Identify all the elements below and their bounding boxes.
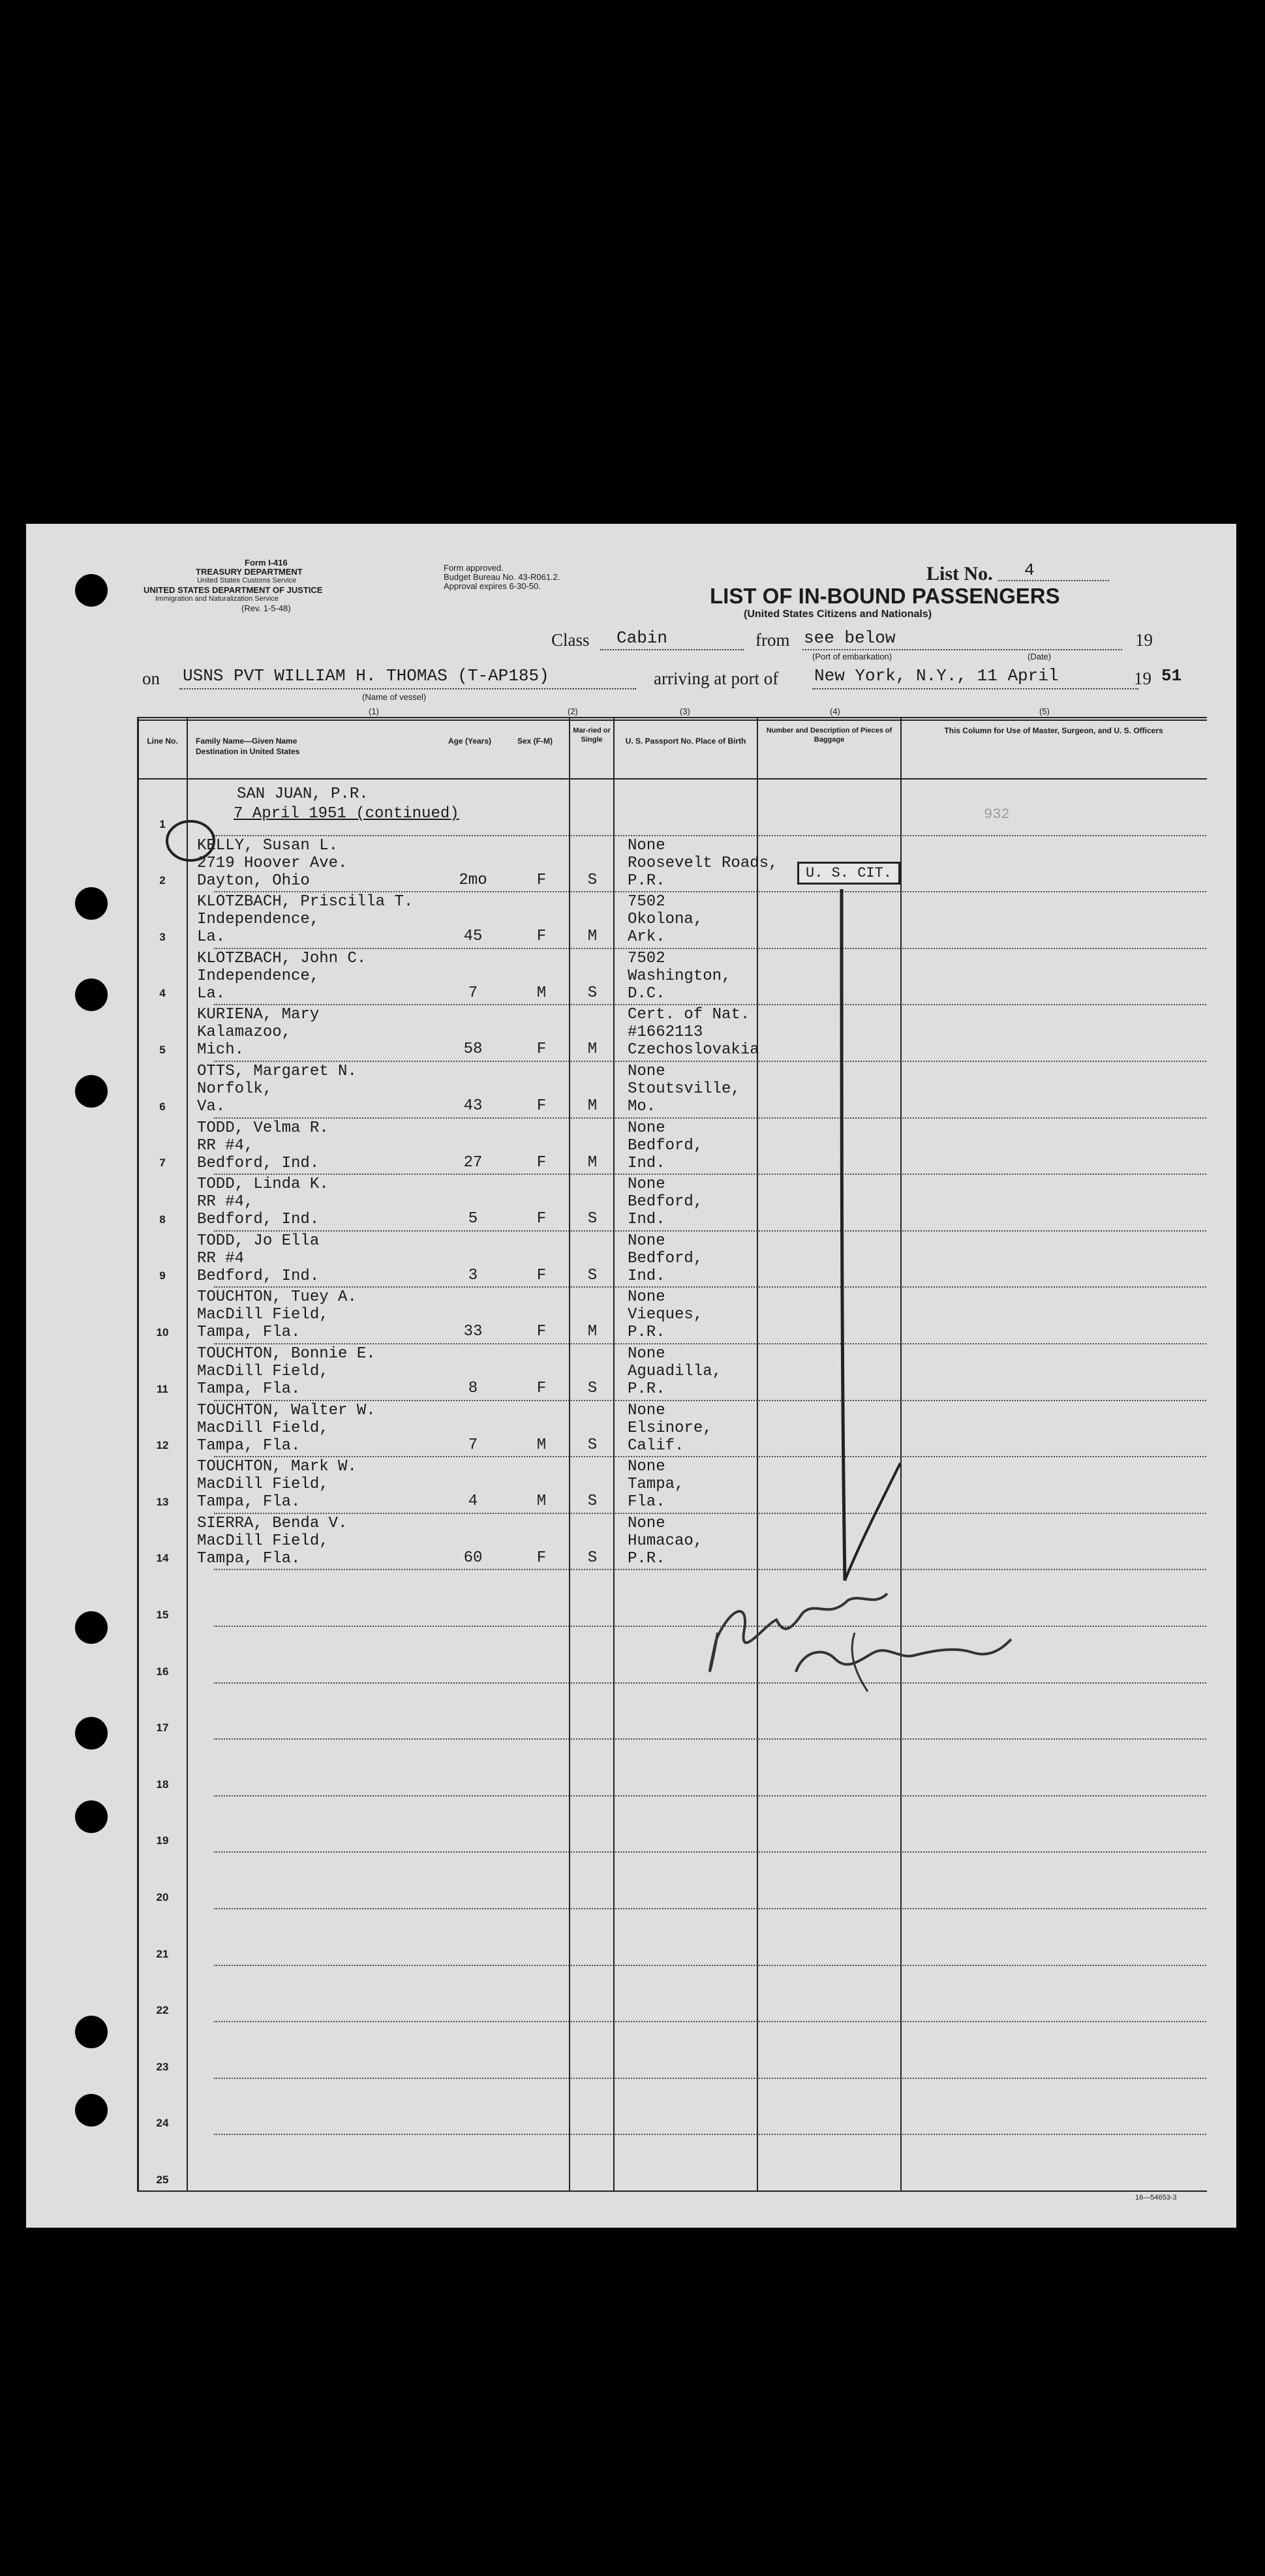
destination-line-2: Tampa, Fla. [197,1380,301,1398]
age: 43 [463,1097,483,1115]
line-number: 24 [156,2117,169,2129]
dept-justice: UNITED STATES DEPARTMENT OF JUSTICE [144,585,323,595]
age: 8 [468,1380,478,1397]
birthplace-line-2: Ind. [628,1155,665,1172]
sex: M [536,1436,547,1454]
destination-line-1: 2719 Hoover Ave. [197,855,348,872]
birthplace-line-1: Tampa, [628,1476,684,1493]
marital-status: S [587,871,598,889]
destination-line-1: MacDill Field, [197,1476,329,1493]
line-number: 18 [156,1778,169,1791]
col-num-2: (2) [568,706,578,716]
form-subtitle: (United States Citizens and Nationals) [744,609,932,620]
passport-no: 7502 [628,893,665,911]
dept-justice-sub: Immigration and Naturalization Service [155,595,279,603]
destination-line-1: Kalamazoo, [197,1023,292,1041]
passport-no: None [628,1515,665,1532]
marital-status: S [587,1549,598,1567]
form-title: LIST OF IN-BOUND PASSENGERS [710,584,1060,608]
handwritten-time [796,1639,1011,1672]
birthplace-line-1: Washington, [628,967,731,985]
birthplace-line-1: Bedford, [628,1193,703,1211]
list-no-value: 4 [1024,560,1035,580]
marital-status: S [587,1493,598,1510]
sex: F [536,1210,547,1228]
line-number: 22 [156,2004,169,2016]
age: 5 [468,1210,478,1228]
list-no-label: List No. [926,563,993,584]
from-value: see below [804,628,896,648]
birthplace-line-1: Roosevelt Roads, [628,855,778,872]
date-caption: (Date) [1028,652,1052,661]
manifest-page [26,524,1236,2228]
destination-line-1: MacDill Field, [197,1363,329,1380]
header-married: Mar-ried or Single [573,727,611,744]
sex: M [536,1493,547,1510]
form-footer: 16—54653-3 [1135,2194,1177,2202]
sex: F [536,1380,547,1397]
marital-status: M [587,1040,598,1058]
sex: F [536,1323,547,1341]
line-number: 4 [159,987,166,999]
sex: F [536,1549,547,1567]
line-number: 15 [156,1609,169,1621]
age: 45 [463,928,483,945]
line-number: 10 [156,1326,169,1339]
passenger-name: TOUCHTON, Walter W. [197,1402,376,1419]
birthplace-line-1: Stoutsville, [628,1080,740,1098]
age: 27 [463,1154,483,1172]
destination-line-2: Bedford, Ind. [197,1267,320,1285]
passport-no: None [628,837,665,855]
marital-status: S [587,1267,598,1284]
passenger-name: KLOTZBACH, John C. [197,950,367,967]
class-value: Cabin [617,628,668,648]
header-baggage: Number and Description of Pieces of Baggage [766,727,892,744]
destination-line-2: Mich. [197,1041,245,1059]
birthplace-line-2: Ind. [628,1211,665,1228]
marital-status: S [587,984,598,1002]
header-name: Family Name—Given Name [196,736,297,746]
line-number: 20 [156,1891,169,1903]
destination-line-1: MacDill Field, [197,1532,329,1550]
destination-line-2: Tampa, Fla. [197,1493,301,1511]
destination-line-1: Norfolk, [197,1080,273,1098]
header-line-no: Line No. [147,736,178,746]
birthplace-line-1: Aguadilla, [628,1363,722,1380]
passport-no: None [628,1288,665,1306]
line-number: 13 [156,1496,169,1508]
birthplace-line-2: D.C. [628,985,665,1003]
line-number: 8 [159,1213,166,1226]
birthplace-line-1: Vieques, [628,1306,703,1324]
col-num-5: (5) [1039,706,1050,716]
birthplace-line-1: Bedford, [628,1137,703,1155]
year-prefix: 19 [1135,630,1153,650]
line-number: 11 [157,1383,168,1395]
header-passport: U. S. Passport No. Place of Birth [625,736,746,746]
sex: F [536,1040,547,1058]
line-number: 21 [156,1948,169,1960]
line-number: 2 [159,874,166,886]
passenger-name: TOUCHTON, Tuey A. [197,1288,357,1306]
age: 7 [468,1436,478,1454]
arriving-label: arriving at port of [654,669,779,688]
bracket-flourish [845,1463,900,1581]
birthplace-line-1: Okolona, [628,911,703,928]
form-revision: (Rev. 1-5-48) [241,603,291,613]
passenger-name: SIERRA, Benda V. [197,1515,348,1532]
destination-line-2: La. [197,928,226,946]
header-age: Age (Years) [448,736,492,746]
birthplace-line-2: Fla. [628,1493,665,1511]
passport-no: None [628,1063,665,1080]
line-number: 3 [159,931,166,943]
passenger-name: KURIENA, Mary [197,1006,320,1023]
dept-treasury-sub: United States Customs Service [197,577,297,584]
destination-line-1: RR #4, [197,1193,254,1211]
birthplace-line-2: Ind. [628,1267,665,1285]
birthplace-line-2: Czechoslovakia [628,1041,759,1059]
destination-line-1: MacDill Field, [197,1306,329,1324]
age: 2mo [459,871,487,889]
destination-line-2: Bedford, Ind. [197,1211,320,1228]
age: 3 [468,1267,478,1284]
line-number: 1 [159,818,166,830]
pencil-annotation: 932 [984,806,1010,823]
passenger-name: OTTS, Margaret N. [197,1063,357,1080]
marital-status: S [587,1436,598,1454]
destination-line-2: Tampa, Fla. [197,1550,301,1568]
passenger-name: KELLY, Susan L. [197,837,339,855]
passenger-name: TOUCHTON, Bonnie E. [197,1345,376,1363]
destination-line-1: RR #4, [197,1137,254,1155]
budget-bureau: Budget Bureau No. 43-R061.2. [444,572,560,582]
destination-line-2: Dayton, Ohio [197,872,310,890]
line-number: 9 [159,1269,166,1282]
passenger-name: KLOTZBACH, Priscilla T. [197,893,414,911]
age: 33 [463,1323,483,1341]
passport-no: None [628,1175,665,1193]
sex: F [536,1267,547,1284]
sex: M [536,984,547,1002]
birthplace-line-2: P.R. [628,872,665,890]
from-label: from [755,630,790,650]
line-number: 7 [159,1157,166,1169]
line-number: 17 [156,1721,169,1734]
line-number: 16 [156,1665,169,1678]
passport-no: None [628,1458,665,1476]
passenger-name: TODD, Velma R. [197,1119,329,1137]
passenger-name: TODD, Linda K. [197,1175,329,1193]
birthplace-line-2: Mo. [628,1098,656,1115]
arrival-port-date: New York, N.Y., 11 April [814,666,1059,686]
sex: F [536,1097,547,1115]
age: 58 [463,1040,483,1058]
marital-status: M [587,928,598,945]
section-date: 7 April 1951 (continued) [234,805,459,823]
destination-line-1: MacDill Field, [197,1419,329,1437]
line-number: 12 [156,1439,169,1451]
birthplace-line-2: P.R. [628,1550,665,1568]
col-num-4: (4) [830,706,840,716]
marital-status: S [587,1210,598,1228]
birthplace-line-1: #1662113 [628,1023,703,1041]
passport-no: None [628,1232,665,1250]
signature-stroke [852,1633,868,1691]
class-label: Class [551,630,590,650]
arrival-year: 51 [1161,666,1182,686]
line-number: 23 [156,2061,169,2073]
destination-line-2: Bedford, Ind. [197,1155,320,1172]
circled-line-mark [167,821,214,860]
line-number: 6 [159,1100,166,1113]
line-number: 19 [156,1834,169,1847]
vessel-name: USNS PVT WILLIAM H. THOMAS (T-AP185) [183,666,549,686]
bracket-line [842,889,845,1581]
marital-status: M [587,1323,598,1341]
passport-no: None [628,1119,665,1137]
col-num-3: (3) [680,706,690,716]
form-number: Form I-416 [245,558,288,568]
destination-line-2: Tampa, Fla. [197,1324,301,1341]
header-destination: Destination in United States [196,747,300,756]
birthplace-line-1: Humacao, [628,1532,703,1550]
passport-no: None [628,1345,665,1363]
birthplace-line-2: Calif. [628,1437,684,1455]
port-embark-caption: (Port of embarkation) [812,652,892,661]
line-number: 14 [156,1552,169,1564]
passenger-name: TOUCHTON, Mark W. [197,1458,357,1476]
line-number: 25 [156,2174,169,2186]
vessel-caption: (Name of vessel) [362,692,427,702]
header-sex: Sex (F-M) [517,736,553,746]
sex: F [536,871,547,889]
destination-line-1: Independence, [197,911,320,928]
marital-status: S [587,1380,598,1397]
marital-status: M [587,1097,598,1115]
on-label: on [142,669,160,688]
passport-no: Cert. of Nat. [628,1006,750,1023]
birthplace-line-2: P.R. [628,1380,665,1398]
section-place: SAN JUAN, P.R. [237,785,369,803]
age: 4 [468,1493,478,1510]
destination-line-2: Va. [197,1098,226,1115]
col-num-1: (1) [369,706,379,716]
form-approved: Form approved. [444,563,504,573]
destination-line-1: RR #4 [197,1250,245,1267]
marital-status: M [587,1154,598,1172]
sex: F [536,928,547,945]
birthplace-line-1: Bedford, [628,1250,703,1267]
dept-treasury: TREASURY DEPARTMENT [196,567,303,577]
birthplace-line-2: P.R. [628,1324,665,1341]
handwriting-overlay [26,524,1236,2228]
age: 60 [463,1549,483,1567]
us-citizen-stamp: U. S. CIT. [797,862,900,885]
birthplace-line-2: Ark. [628,928,665,946]
approval-expiry: Approval expires 6-30-50. [444,581,541,591]
line-number: 5 [159,1044,166,1056]
destination-line-2: La. [197,985,226,1003]
destination-line-2: Tampa, Fla. [197,1437,301,1455]
age: 7 [468,984,478,1002]
passport-no: 7502 [628,950,665,967]
birthplace-line-1: Elsinore, [628,1419,712,1437]
arrival-year-prefix: 19 [1134,669,1151,688]
sex: F [536,1154,547,1172]
passport-no: None [628,1402,665,1419]
header-officers: This Column for Use of Master, Surgeon, and U. S. Officers [944,726,1163,735]
destination-line-1: Independence, [197,967,320,985]
passenger-name: TODD, Jo Ella [197,1232,320,1250]
